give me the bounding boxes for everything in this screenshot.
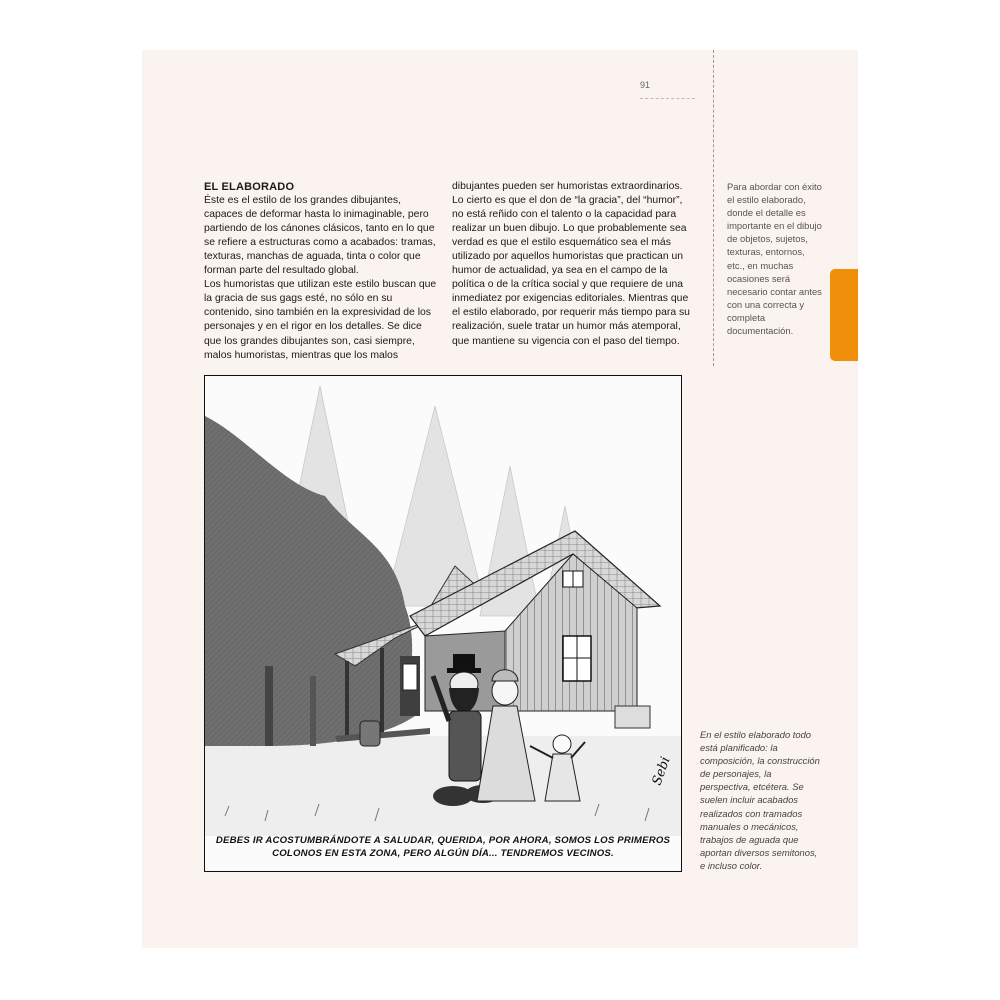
article-paragraph-2: Los humoristas que utilizan este estilo buscan que la gracia de sus gags esté, no sólo en su contenido, sino también en la expresividad de los personajes y en el rigor en los detalles. Se dice que los grandes dibujantes son, casi siempre, malos humoristas, mientras que los malos — [204, 279, 437, 361]
article-paragraph-3: dibujantes pueden ser humoristas extraordinarios. Lo cierto es que el don de “la gracia”, del “humor”, no está reñido con el talento o la capacidad para realizar un buen dibujo. Lo que probablemente sea verdad es que el estilo esquemático sea el más utilizado por aquellos humoristas que practican un humor de actualidad, ya sea en el campo de la política o de la crítica social y que requiere de una inmediatez por exigencias editoriales. Mientras que el estilo elaborado, por requerir más tiempo para su realización, suele tratar un humor más atemporal, que mantiene su vigencia con el paso del tiempo. — [452, 181, 690, 347]
page-number-rule — [640, 98, 695, 99]
article-column-1 — [204, 180, 440, 363]
caption-line-1: DEBES IR ACOSTUMBRÁNDOTE A SALUDAR, QUERIDA, POR AHORA, SOMOS LOS PRIMEROS — [215, 835, 671, 846]
chapter-tab — [830, 269, 858, 361]
cartoon-drawing — [205, 376, 682, 872]
figure-caption: En el estilo elaborado todo está planificado: la composición, la construcción de personajes, la perspectiva, etcétera. Se suelen incluir acabados realizados con tramados manuales o mecánicos, trabajos de aguada que aportan diversos semitonos, e incluso color. — [700, 729, 820, 871]
article-column-2 — [452, 180, 690, 349]
margin-divider — [713, 50, 714, 366]
sidebar-note: Para abordar con éxito el estilo elaborado, donde el detalle es importante en el dibujo de objetos, sujetos, texturas, entornos, etc., en muchas ocasiones será necesario contar antes con una correcta y completa documentación. — [727, 181, 822, 337]
page-number: 91 — [640, 80, 651, 90]
caption-line-2: COLONOS EN ESTA ZONA, PERO ALGÚN DÍA... TENDREMOS VECINOS. — [272, 848, 614, 859]
section-heading: EL ELABORADO — [204, 181, 295, 193]
cartoon-caption-text — [205, 834, 681, 860]
cartoon-illustration — [204, 375, 682, 872]
article-paragraph-1: Éste es el estilo de los grandes dibujantes, capaces de deformar hasta lo inimaginable, pero partiendo de los cánones clásicos, tanto en lo que se refiere a estructuras como a acabados: tramas, texturas, manchas de aguada, tinta o color que forman parte del resultado global. — [204, 195, 436, 277]
artist-signature: Sebi — [649, 754, 674, 788]
